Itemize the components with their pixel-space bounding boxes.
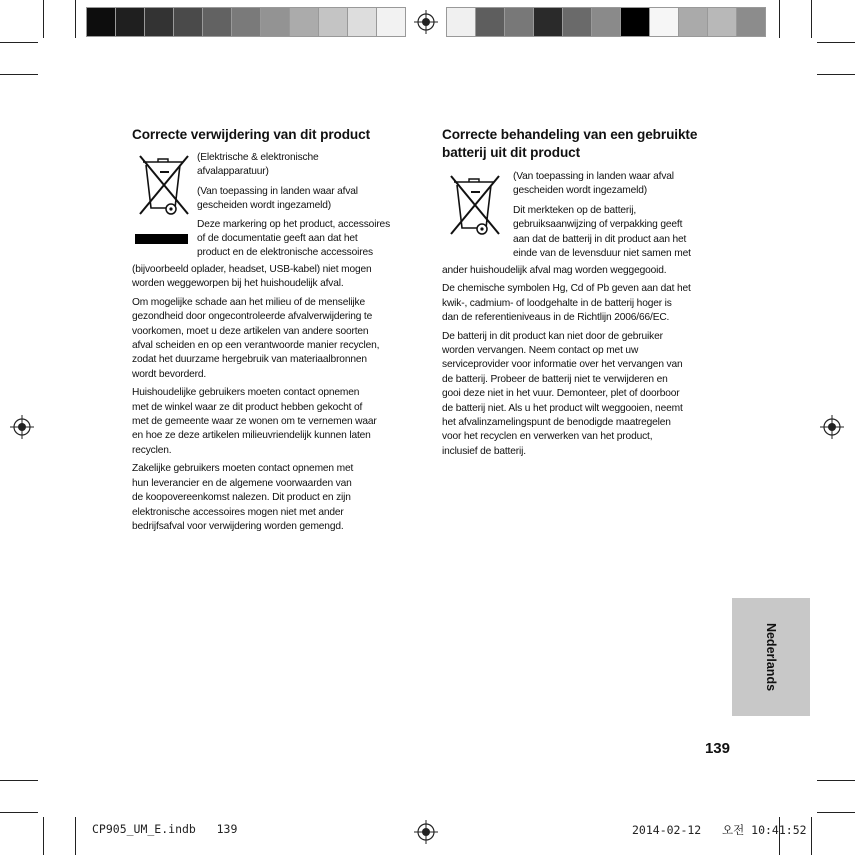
text-line: en hoe ze deze artikelen milieuvriendelijk kunnen laten [132,430,371,442]
crop-mark [817,812,855,813]
color-swatch [145,8,173,36]
crop-mark [811,0,812,38]
crossed-out-bin-icon [137,152,193,218]
color-swatch [319,8,347,36]
crop-mark [43,0,44,38]
color-swatch [708,8,736,36]
registration-mark-top [414,10,438,34]
color-swatch [679,8,707,36]
language-tab-label: Nederlands [764,622,778,692]
text-line: Om mogelijke schade aan het milieu of de menselijke [132,296,366,308]
text-line: kwik-, cadmium- of loodgehalte in de batterij hoger is [442,297,672,309]
text-line: gezondheid door ongecontroleerde afvalverwijdering te [132,311,373,323]
paragraph [132,462,416,534]
color-swatch [476,8,504,36]
color-swatch [737,8,765,36]
crop-mark [817,74,855,75]
crop-mark [43,817,44,855]
right-bin-text [513,170,729,261]
color-swatch [447,8,475,36]
color-swatch [534,8,562,36]
text-line: (Van toepassing in landen waar afval [513,171,674,182]
text-line: elektronische accessoires mogen niet met ander [132,506,344,518]
text-line: gescheiden wordt ingezameld) [513,185,647,197]
paragraph [132,296,416,382]
right-body [442,264,730,459]
crop-mark [75,0,76,38]
crop-mark [0,780,38,781]
text-line: met de gemeente waar ze wonen om te vernemen waar [132,416,377,428]
crop-mark [75,817,76,855]
right-heading [442,126,724,162]
paragraph [442,282,730,325]
left-body [132,263,416,534]
left-heading: Correcte verwijdering van dit product [132,127,371,142]
registration-mark-left [10,415,34,439]
crop-mark [0,74,38,75]
crop-mark [811,817,812,855]
crossed-out-battery-bin-icon [448,172,504,238]
text-line: de batterij. Probeer de batterij niet te verwijderen en [442,373,668,385]
text-line: de koopovereenkomst nalezen. Dit product en zijn [132,492,351,504]
text-line: Huishoudelijke gebruikers moeten contact opnemen [132,387,360,399]
color-swatch [116,8,144,36]
text-line: aan dat de batterij in dit product aan het [513,233,687,245]
registration-mark-right [820,415,844,439]
paragraph [442,330,730,460]
color-swatch [650,8,678,36]
color-swatch [174,8,202,36]
text-line: of de documentatie geeft aan dat het [197,233,358,245]
heading-line: Correcte behandeling van een gebruikte [442,127,698,142]
text-line: voorkomen, moet u deze artikelen van andere soorten [132,325,369,337]
text-line: worden weggeworpen bij het huishoudelijk afval. [132,278,344,290]
text-line: het afvalinzamelingspunt de benodigde maatregelen [442,417,671,429]
color-swatch [232,8,260,36]
text-line: (bijvoorbeeld oplader, headset, USB-kabel) niet mogen [132,264,372,275]
page-number: 139 [704,740,730,757]
color-swatch [563,8,591,36]
color-swatch [621,8,649,36]
text-line: bedrijfsafval voor verwijdering worden gemengd. [132,520,344,532]
color-swatch [203,8,231,36]
text-line: de batterij niet. Als u het product wilt weggooien, neemt [442,402,683,414]
text-line: afval scheiden en op een verantwoorde manier recyclen, [132,340,380,352]
footer-datetime-slug: 2014-02-12 오전 10:41:52 [632,823,807,837]
text-line: (Elektrische & elektronische [197,152,319,163]
text-line: met de winkel waar ze dit product hebben gekocht of [132,401,363,413]
color-swatch [261,8,289,36]
crop-mark [817,780,855,781]
text-line: De batterij in dit product kan niet door de gebruiker [442,330,663,342]
crop-mark [0,812,38,813]
color-swatch [505,8,533,36]
right-column [442,126,724,162]
color-swatch [87,8,115,36]
text-line: inclusief de batterij. [442,445,526,457]
text-line: voor het recyclen en verwerken van het product, [442,431,653,443]
text-line: (Van toepassing in landen waar afval [197,185,358,197]
color-swatch [290,8,318,36]
text-line: afvalapparatuur) [197,166,269,178]
left-column [132,126,414,144]
text-line: gooi deze niet in het vuur. Demonteer, plet of doorboor [442,388,680,400]
text-line: dan de referentieniveaus in de Richtlijn 2006/66/EC. [442,312,670,324]
text-line: Deze markering op het product, accessoires [197,218,391,230]
text-line: gescheiden wordt ingezameld) [197,200,331,212]
text-line: Zakelijke gebruikers moeten contact opnemen met [132,463,354,475]
text-line: einde van de levensduur niet samen met [513,248,691,260]
color-swatch [592,8,620,36]
text-line: gebruiksaanwijzing of verpakking geeft [513,219,683,231]
footer-file-slug: CP905_UM_E.indb 139 [92,822,238,836]
text-line: De chemische symbolen Hg, Cd of Pb geven aan dat het [442,283,691,295]
text-line: recyclen. [132,444,172,456]
language-tab [732,598,810,716]
registration-mark-bottom [414,820,438,844]
color-swatch [348,8,376,36]
text-line: Dit merkteken op de batterij, [513,204,637,216]
left-bin-text [197,151,415,261]
crop-mark [779,0,780,38]
text-line: serviceprovider voor informatie over het vervangen van [442,359,683,371]
text-line: wordt bevorderd. [132,368,207,380]
color-swatch [377,8,405,36]
black-bar [135,234,188,244]
crop-mark [817,42,855,43]
paragraph [132,386,416,458]
heading-line: batterij uit dit product [442,145,581,160]
text-line: zodat het duurzame hergebruik van materiaalbronnen [132,354,367,366]
crop-mark [0,42,38,43]
text-line: worden vervangen. Neem contact op met uw [442,345,639,357]
text-line: hun leverancier en de algemene voorwaarden van [132,477,352,489]
text-line: product en de elektronische accessoires [197,247,373,259]
text-line: ander huishoudelijk afval mag worden weggegooid. [442,265,667,276]
